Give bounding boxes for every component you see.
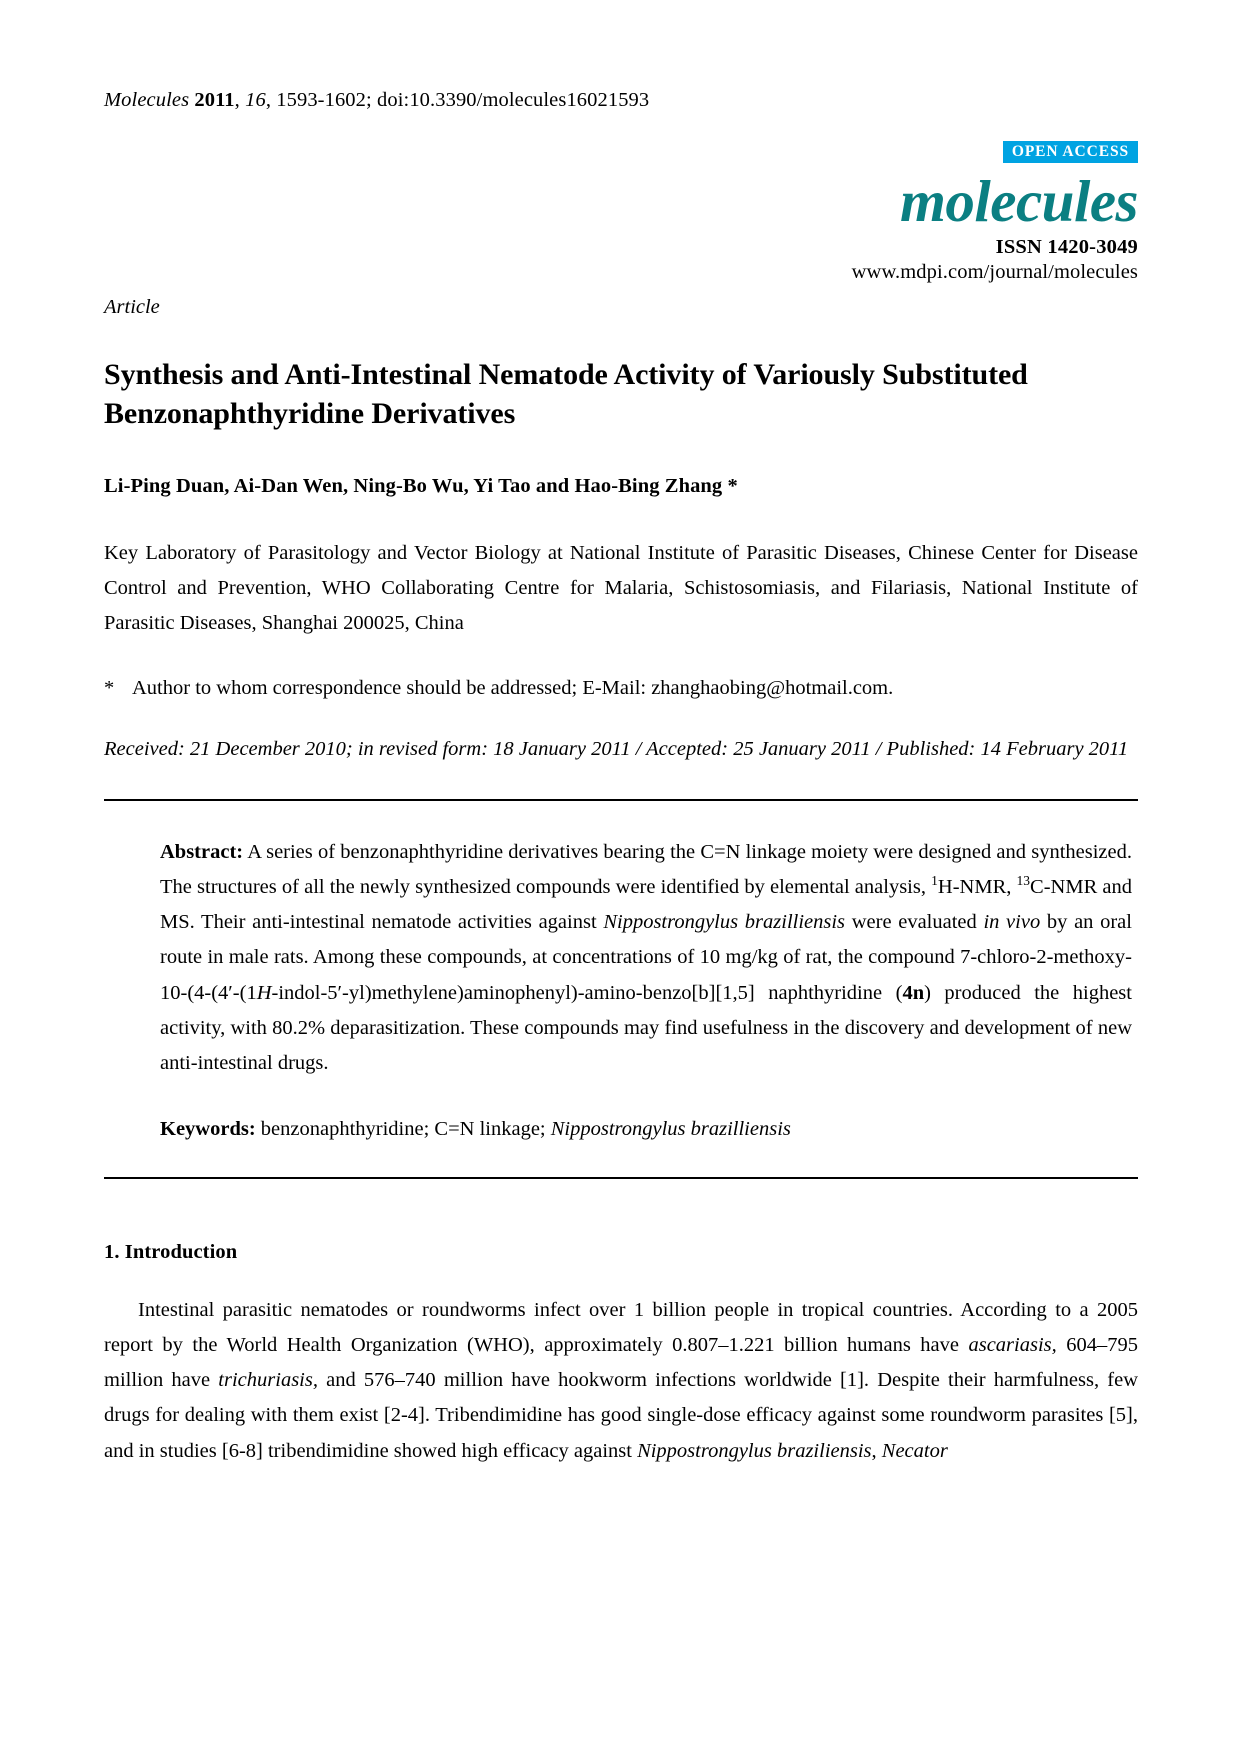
abstract-nmr-h: H-NMR,: [937, 875, 1017, 898]
author-list: Li-Ping Duan, Ai-Dan Wen, Ning-Bo Wu, Yi Tao and Hao-Bing Zhang *: [104, 474, 738, 497]
keywords-label: Keywords:: [160, 1118, 256, 1141]
abstract-part-4: -indol-5′-yl)methylene)aminophenyl)-amino-benzo[b][1,5] naphthyridine (: [271, 981, 903, 1004]
in-vivo-italic: in vivo: [983, 911, 1041, 934]
species-nippostrongylus: Nippostrongylus braziliensis: [637, 1439, 872, 1462]
keywords-list: benzonaphthyridine; C=N linkage;: [260, 1118, 551, 1141]
journal-volume: 16: [245, 89, 266, 111]
abstract-nmr-c: C-NMR and MS. Their anti-intestinal nematode activities against: [160, 875, 1133, 934]
journal-year: 2011: [194, 89, 235, 111]
correspondence-text: Author to whom correspondence should be addressed; E-Mail: zhanghaobing@hotmail.com.: [132, 676, 894, 699]
abstract-part-1: A series of benzonaphthyridine derivatives bearing the C=N linkage moiety were designed and synthesized. The structures of all the newly synthesized compounds were identified by elemental analysis,: [160, 840, 1132, 898]
abstract-top-rule: [104, 799, 1138, 801]
publication-dates: Received: 21 December 2010; in revised form: 18 January 2011 / Accepted: 25 January 2011 / Published: 14 February 2011: [104, 738, 1129, 761]
correspondence-marker: *: [104, 676, 115, 699]
correspondence-block: [104, 672, 1138, 705]
keywords-species: Nippostrongylus brazilliensis: [550, 1118, 791, 1141]
open-access-badge-wrap: [104, 141, 1138, 164]
superscript-carbon: 13: [1016, 873, 1031, 889]
citation-comma-2: ,: [265, 89, 277, 111]
species-name-1: Nippostrongylus brazilliensis: [603, 911, 846, 934]
affiliation-text: Key Laboratory of Parasitology and Vector Biology at National Institute of Parasitic Diseases, Chinese Center for Disease Control and Prevention, WHO Collaborating Centre for Malaria, Schistosomiasis, and Filariasis, National Institute of Parasitic Diseases, Shanghai 200025, China: [104, 541, 1138, 635]
intro-part-c: and 576–740 million have hookworm infections worldwide [1]. Despite their harmfulness, few drugs for dealing with them exist [2-4]. Tribendimidine has good single-dose efficacy against some roundworm parasites [5], and in studies [6-8] tribendimidine showed high efficacy against: [104, 1369, 1138, 1462]
ascariasis-italic: ascariasis,: [968, 1333, 1057, 1356]
journal-url[interactable]: www.mdpi.com/journal/molecules: [851, 261, 1138, 284]
compound-code: 4n: [902, 981, 925, 1004]
species-necator: Necator: [881, 1439, 948, 1462]
intro-part-d: ,: [871, 1439, 882, 1462]
page-content: [104, 0, 1138, 1489]
journal-masthead: [104, 141, 1138, 284]
introduction-paragraph: [104, 1293, 1138, 1469]
keywords-text: [160, 1112, 1132, 1147]
article-type-label: Article: [104, 295, 160, 318]
abstract-bottom-rule: [104, 1177, 1138, 1179]
molecules-logo[interactable]: molecules: [899, 168, 1138, 235]
abstract-label: Abstract:: [160, 840, 244, 863]
abstract-text: [160, 835, 1132, 1082]
trichuriasis-italic: trichuriasis,: [218, 1369, 318, 1392]
issn-text: ISSN 1420-3049: [995, 235, 1138, 258]
journal-pages-doi: 1593-1602; doi:10.3390/molecules16021593: [276, 89, 650, 111]
abstract-part-3: by an oral route in male rats. Among these compounds, at concentrations of 10 mg/kg of rat, the compound 7-chloro-2-methoxy-10-(4-(4′-(1: [160, 911, 1132, 1004]
citation-comma-1: ,: [234, 89, 246, 111]
open-access-badge[interactable]: OPEN ACCESS: [1003, 141, 1138, 164]
intro-part-a: Intestinal parasitic nematodes or roundworms infect over 1 billion people in tropical countries. According to a 2005 report by the World Health Organization (WHO), approximately 0.807–1.221 billion humans have: [104, 1298, 1138, 1356]
page-title: Synthesis and Anti-Intestinal Nematode Activity of Variously Substituted Benzonaphthyridine Derivatives: [104, 357, 1028, 431]
italic-h-locant: H: [256, 981, 272, 1004]
journal-name: Molecules: [104, 89, 190, 111]
intro-part-b: 604–795 million have: [104, 1333, 1138, 1392]
abstract-part-5: ) produced the highest activity, with 80.2% deparasitization. These compounds may find usefulness in the discovery and development of new anti-intestinal drugs.: [160, 981, 1132, 1075]
abstract-part-2: were evaluated: [845, 911, 984, 934]
running-header-citation: [104, 88, 1138, 113]
abstract-block: [160, 835, 1132, 1148]
section-heading-introduction: 1. Introduction: [104, 1240, 238, 1263]
superscript-hydrogen: 1: [931, 873, 938, 889]
